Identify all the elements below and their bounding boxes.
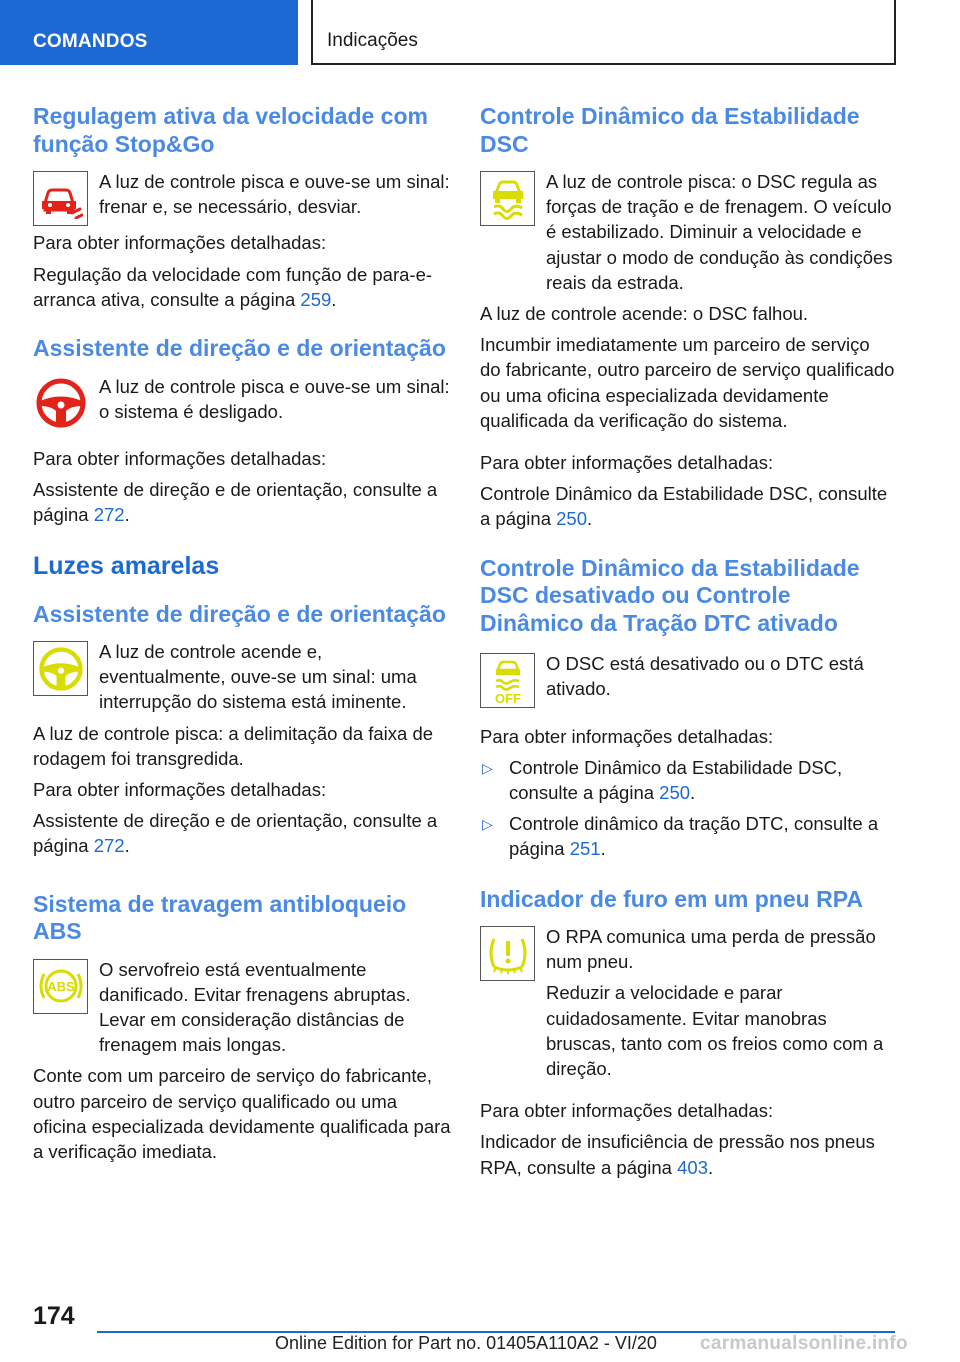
left-column: [33, 103, 453, 1164]
section-title-dsc-off: Controle Dinâmico da Estabilidade DSC desativado ou Controle Dinâmico da Tração DTC ativado: [480, 554, 860, 636]
steering-red-block: [33, 374, 453, 424]
page-link-259[interactable]: 259: [300, 288, 332, 310]
main-heading-yellow-lights: Luzes amarelas: [33, 551, 220, 580]
steering-yellow-info-label: Para obter informações detalhadas:: [33, 779, 327, 801]
list-item: ▷ Controle dinâmico da tração DTC, consulte a página 251.: [482, 813, 879, 860]
steering-red-reference: Assistente de direção e de orientação, consulte a página 272.: [33, 479, 438, 526]
section-title-stopgo: Regulagem ativa da velocidade com função Stop&Go: [33, 103, 428, 157]
abs-block: [33, 957, 453, 1058]
section-title-dsc: Controle Dinâmico da Estabilidade DSC: [480, 103, 860, 157]
dsc-yellow-icon: [480, 171, 535, 226]
section-title-steering-red: Assistente de direção e de orientação: [33, 335, 446, 362]
footer-edition-text: Online Edition for Part no. 01405A110A2 - VI/20: [275, 1333, 657, 1353]
abs-desc: O servofreio está eventualmente danificado. Evitar frenagens abruptas. Levar em consideração distâncias de frenagem mais longas.: [99, 958, 411, 1056]
stopgo-info-label: Para obter informações detalhadas:: [33, 232, 327, 254]
page-link-251[interactable]: 251: [569, 838, 601, 860]
stopgo-reference: Regulação da velocidade com função de para-e-arranca ativa, consulte a página 259.: [33, 263, 433, 310]
rpa-info-label: Para obter informações detalhadas:: [480, 1100, 774, 1122]
steering-yellow-reference: Assistente de direção e de orientação, consulte a página 272.: [33, 810, 438, 857]
watermark-text: carmanualsonline.info: [700, 1333, 908, 1354]
steering-red-info-label: Para obter informações detalhadas:: [33, 447, 327, 469]
dsc-block: [480, 169, 895, 295]
abs-yellow-icon: [33, 959, 88, 1014]
triangle-bullet-icon: ▷: [482, 816, 493, 833]
header-subsection-tab: [311, 0, 896, 65]
abs-icon-text: ABS: [46, 979, 75, 995]
tire-pressure-yellow-icon: [480, 926, 535, 981]
page-number: 174: [33, 1302, 75, 1330]
page-link-272[interactable]: 272: [93, 504, 125, 526]
dsc-info-label: Para obter informações detalhadas:: [480, 452, 774, 474]
collision-warning-red-icon: [33, 171, 88, 226]
section-title-steering-yellow: Assistente de direção e de orientação: [33, 600, 446, 627]
page-link-403[interactable]: 403: [677, 1156, 708, 1178]
steering-wheel-yellow-icon: [33, 641, 88, 696]
dsc-off-reference-list: [480, 755, 895, 862]
dsc-off-block: [480, 651, 895, 705]
steering-yellow-desc: A luz de controle acende e, eventualmente, ouve-se um sinal: uma interrupção do sistema está iminente.: [99, 641, 417, 713]
steering-wheel-red-icon: [33, 376, 88, 431]
list-item: ▷ Controle Dinâmico da Estabilidade DSC, consulte a página 250.: [482, 756, 843, 803]
header-section-label: COMANDOS: [33, 31, 148, 52]
dsc-p2: A luz de controle acende: o DSC falhou.: [480, 303, 809, 325]
steering-red-desc: A luz de controle pisca e ouve-se um sinal: o sistema é desligado.: [99, 375, 450, 422]
rpa-p2: Reduzir a velocidade e parar cuidadosamente. Evitar manobras bruscas, tanto com os freios como com a direção.: [546, 982, 884, 1080]
header-section-tab: [0, 0, 298, 65]
rpa-reference: Indicador de insuficiência de pressão nos pneus RPA, consulte a página 403.: [480, 1131, 875, 1178]
steering-yellow-p2: A luz de controle pisca: a delimitação da faixa de rodagem foi transgredida.: [33, 722, 434, 769]
dsc-off-yellow-icon: [480, 653, 535, 708]
steering-yellow-block: [33, 639, 453, 715]
triangle-bullet-icon: ▷: [482, 759, 493, 776]
dsc-p3: Incumbir imediatamente um parceiro de serviço do fabricante, outro parceiro de serviço qualificado ou uma oficina especializada devidamente qualificada da verificação do sistema.: [480, 334, 895, 431]
dsc-off-info-label: Para obter informações detalhadas:: [480, 725, 774, 747]
rpa-desc: O RPA comunica uma perda de pressão num pneu.: [546, 926, 876, 973]
rpa-block: [480, 924, 895, 1081]
dsc-desc: A luz de controle pisca: o DSC regula as forças de tração e de frenagem. O veículo é estabilizado. Diminuir a velocidade e ajustar o modo de condução às condições reais da estrada.: [546, 171, 893, 293]
header-subsection-label: Indicações: [327, 30, 418, 51]
dsc-reference: Controle Dinâmico da Estabilidade DSC, consulte a página 250.: [480, 483, 888, 530]
right-column: [480, 103, 895, 1180]
dsc-off-icon-text: OFF: [494, 690, 521, 705]
section-title-abs: Sistema de travagem antibloqueio ABS: [33, 890, 407, 945]
page-link-250b[interactable]: 250: [659, 781, 691, 803]
page-link-250[interactable]: 250: [556, 508, 587, 530]
abs-p2: Conte com um parceiro de serviço do fabricante, outro parceiro de serviço qualificado ou uma oficina especializada devidamente qualificada para a verificação imediata.: [33, 1065, 451, 1163]
stopgo-warning-block: [33, 169, 453, 219]
dsc-off-desc: O DSC está desativado ou o DTC está ativado.: [546, 653, 864, 700]
section-title-rpa: Indicador de furo em um pneu RPA: [480, 885, 863, 912]
page-link-272b[interactable]: 272: [93, 835, 125, 857]
stopgo-desc: A luz de controle pisca e ouve-se um sinal: frenar e, se necessário, desviar.: [99, 171, 450, 218]
